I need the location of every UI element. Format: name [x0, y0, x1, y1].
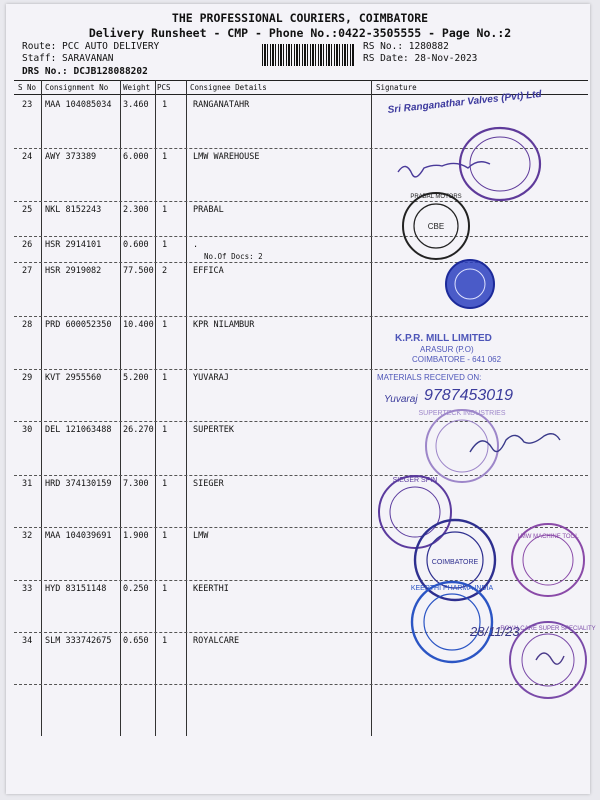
signature-24: [398, 162, 490, 177]
cell-consignment: MAA 104085034: [45, 100, 112, 110]
drs-number: DRS No.: DCJB128088202: [22, 66, 148, 77]
cell-sno: 32: [22, 531, 33, 541]
cell-consignment: HSR 2919082: [45, 266, 102, 276]
cell-weight: 0.600: [123, 240, 149, 250]
staff-label: Staff: SARAVANAN: [22, 53, 114, 64]
cell-weight: 7.300: [123, 479, 149, 489]
cell-weight: 10.400: [123, 320, 154, 330]
cell-pcs: 1: [162, 373, 168, 383]
cell-consignee: SUPERTEK: [193, 425, 234, 435]
cell-consignee: SIEGER: [193, 479, 224, 489]
cell-weight: 0.650: [123, 636, 149, 646]
rs-number: RS No.: 1280882: [363, 41, 449, 52]
cell-weight: 26.270: [123, 425, 154, 435]
cell-sno: 25: [22, 205, 33, 215]
cell-pcs: 1: [162, 100, 168, 110]
cell-consignee: .: [193, 240, 199, 250]
cell-consignee: YUVARAJ: [193, 373, 229, 383]
prabal-motors-stamp: [403, 193, 469, 259]
keerthi-blue-seal: [411, 582, 494, 662]
materials-received: MATERIALS RECEIVED ON:: [377, 373, 482, 382]
cell-pcs: 1: [162, 240, 168, 250]
cell-pcs: 1: [162, 152, 168, 162]
prabal-text: PRABAL MOTORS: [410, 194, 462, 200]
cell-sno: 28: [22, 320, 33, 330]
col-header-sno: S No: [18, 83, 37, 92]
cell-consignee: RANGANATAHR: [193, 100, 250, 110]
cell-sno: 27: [22, 266, 33, 276]
sieger-seal: [379, 476, 451, 548]
cell-consignee: PRABAL: [193, 205, 224, 215]
cell-consignment: SLM 333742675: [45, 636, 112, 646]
cell-consignee: KEERTHI: [193, 584, 229, 594]
cell-pcs: 1: [162, 320, 168, 330]
cell-sno: 31: [22, 479, 33, 489]
cell-weight: 77.500: [123, 266, 154, 276]
keerthi-coimbatore-text: COIMBATORE: [431, 559, 479, 566]
cell-sno: 26: [22, 240, 33, 250]
keerthi-text: KEERTHI PHARMA INDIA: [410, 585, 494, 592]
handwritten-name: Yuvaraj: [384, 394, 418, 405]
cell-sno: 23: [22, 100, 33, 110]
cell-consignment: HRD 374130159: [45, 479, 112, 489]
cell-consignee: LMW WAREHOUSE: [193, 152, 260, 162]
docs-note: No.Of Docs: 2: [204, 252, 263, 261]
superteck-seal: [419, 410, 506, 482]
cell-consignment: KVT 2955560: [45, 373, 102, 383]
cell-pcs: 1: [162, 531, 168, 541]
cell-consignee: EFFICA: [193, 266, 224, 276]
royalcare-text: ROYALCARE SUPER SPECIALITY: [500, 626, 596, 632]
kpr-address-1: ARASUR (P.O): [420, 345, 474, 354]
kpr-stamp: K.P.R. MILL LIMITED: [395, 333, 492, 344]
cell-pcs: 1: [162, 584, 168, 594]
prabal-cbe-text: CBE: [427, 222, 445, 231]
ranganathar-stamp: Sri Ranganathar Valves (Pvt) Ltd: [387, 88, 543, 116]
cell-sno: 30: [22, 425, 33, 435]
cell-consignment: MAA 104039691: [45, 531, 112, 541]
cell-consignment: AWY 373389: [45, 152, 97, 162]
lmw-seal: [512, 524, 584, 596]
signature-34: [536, 653, 564, 664]
cell-sno: 34: [22, 636, 33, 646]
cell-consignee: KPR NILAMBUR: [193, 320, 255, 330]
cell-consignee: LMW: [193, 531, 209, 541]
cell-consignee: ROYALCARE: [193, 636, 240, 646]
company-title: THE PROFESSIONAL COURIERS, COIMBATORE: [171, 11, 429, 25]
rs-date: RS Date: 28-Nov-2023: [363, 53, 478, 64]
cell-weight: 1.900: [123, 531, 149, 541]
cell-weight: 5.200: [123, 373, 149, 383]
col-header-signature: Signature: [376, 83, 417, 92]
cell-sno: 29: [22, 373, 33, 383]
superteck-text: SUPERTECK INDUSTRIES: [418, 410, 506, 417]
sieger-text: SIEGER SPIN: [392, 477, 438, 484]
route-label: Route: PCC AUTO DELIVERY: [22, 41, 160, 52]
cell-weight: 6.000: [123, 152, 149, 162]
cell-weight: 3.460: [123, 100, 149, 110]
kpr-address-2: COIMBATORE - 641 062: [412, 355, 502, 364]
cell-sno: 33: [22, 584, 33, 594]
cell-pcs: 1: [162, 636, 168, 646]
handwritten-phone: 9787453019: [424, 387, 513, 404]
col-header-pcs: PCS: [157, 83, 171, 92]
cell-consignment: HYD 83151148: [45, 584, 107, 594]
col-header-consignment: Consignment No: [45, 83, 109, 92]
col-header-weight: Weight: [123, 83, 151, 92]
cell-pcs: 1: [162, 425, 168, 435]
cell-consignment: DEL 121063488: [45, 425, 112, 435]
runsheet-subtitle: Delivery Runsheet - CMP - Phone No.:0422-3505555 - Page No.:2: [88, 26, 512, 40]
cell-weight: 2.300: [123, 205, 149, 215]
col-header-consignee: Consignee Details: [190, 83, 267, 92]
handwritten-date: 28/11/23: [470, 624, 520, 639]
cell-consignment: PRD 600052350: [45, 320, 112, 330]
cell-pcs: 1: [162, 479, 168, 489]
effica-stamp: [446, 260, 494, 308]
cell-pcs: 2: [162, 266, 168, 276]
lmw-seal-text: LMW MACHINE TOOL: [517, 534, 579, 540]
cell-pcs: 1: [162, 205, 168, 215]
cell-sno: 24: [22, 152, 33, 162]
cell-consignment: NKL 8152243: [45, 205, 102, 215]
cell-consignment: HSR 2914101: [45, 240, 102, 250]
cell-weight: 0.250: [123, 584, 149, 594]
signature-30: [470, 434, 560, 452]
